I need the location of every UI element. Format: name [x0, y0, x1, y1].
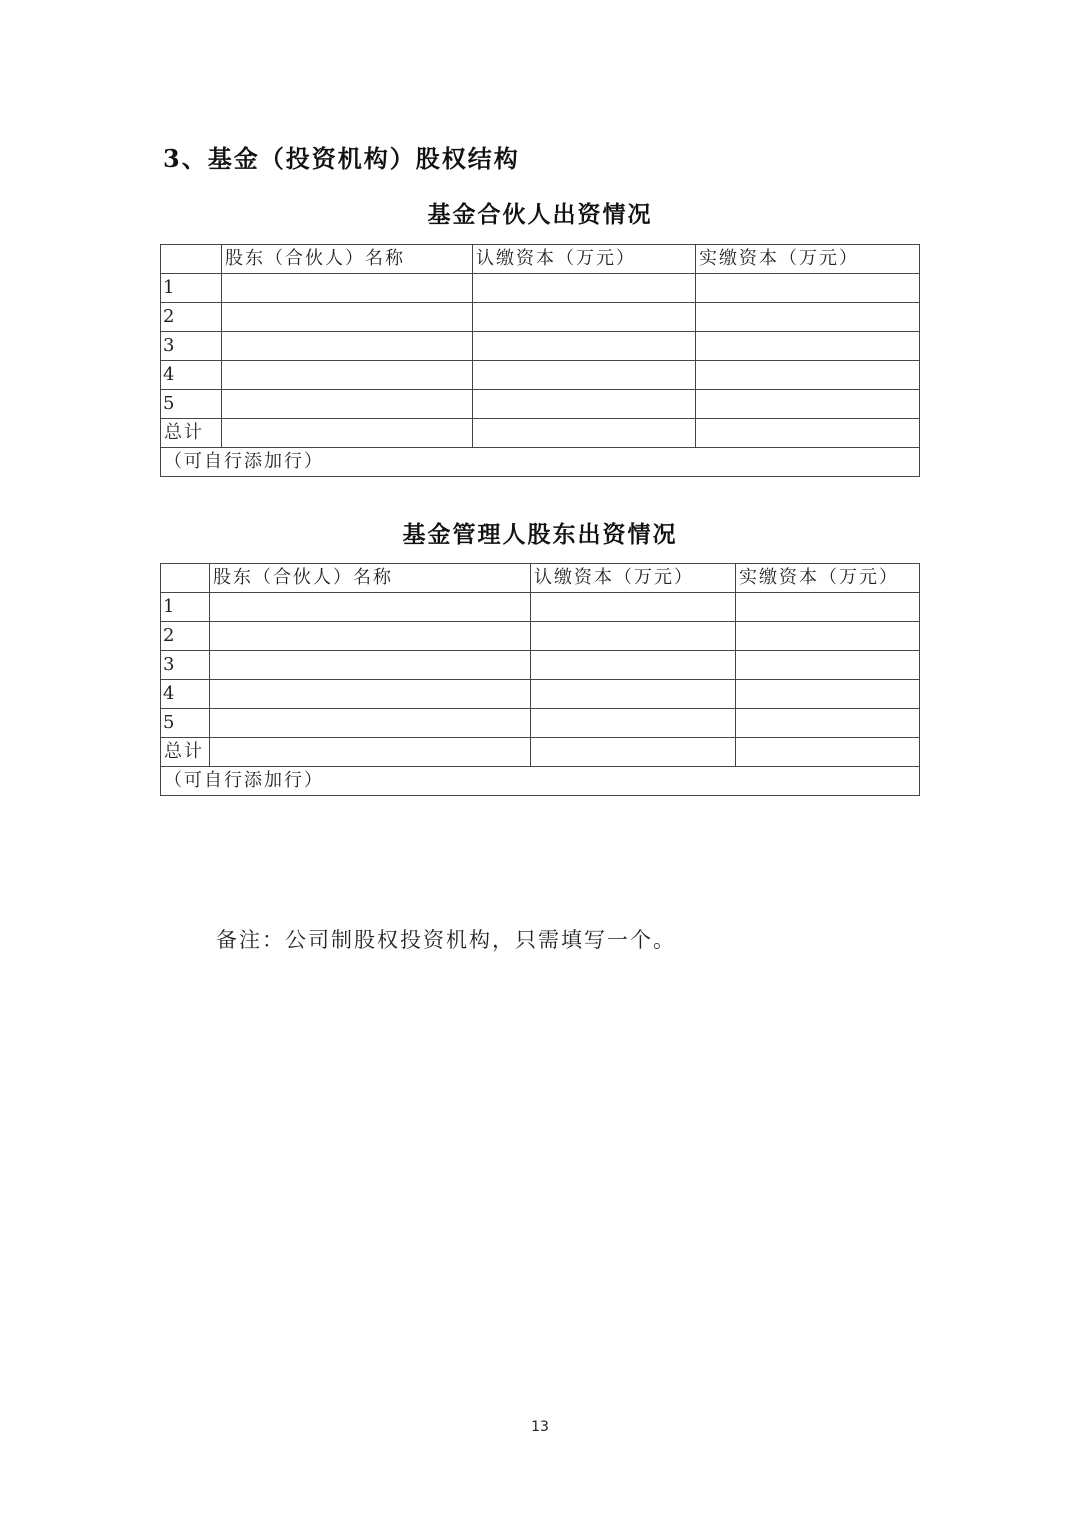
- shareholder-name-cell[interactable]: [222, 390, 473, 419]
- row-label: 5: [161, 709, 210, 738]
- add-rows-note: （可自行添加行）: [161, 767, 920, 796]
- subscribed-capital-cell[interactable]: [531, 593, 736, 622]
- paid-in-capital-total-cell[interactable]: [736, 738, 920, 767]
- paid-in-capital-cell[interactable]: [696, 390, 920, 419]
- table-row: [161, 593, 920, 622]
- subscribed-capital-cell[interactable]: [473, 274, 696, 303]
- table-row: [161, 303, 920, 332]
- header-cell-index: [161, 245, 222, 274]
- shareholder-name-cell[interactable]: [222, 419, 473, 448]
- row-label: 3: [161, 651, 210, 680]
- shareholder-name-cell[interactable]: [210, 593, 531, 622]
- shareholder-name-cell[interactable]: [222, 303, 473, 332]
- section-heading: 3、基金（投资机构）股权结构: [163, 144, 520, 173]
- shareholder-name-cell[interactable]: [210, 651, 531, 680]
- partner-contribution-table: [160, 244, 920, 477]
- add-rows-note: （可自行添加行）: [161, 448, 920, 477]
- table-row: [161, 274, 920, 303]
- shareholder-name-cell[interactable]: [210, 738, 531, 767]
- row-label: 3: [161, 332, 222, 361]
- paid-in-capital-cell[interactable]: [736, 593, 920, 622]
- header-cell-shareholder-name: 股东（合伙人）名称: [222, 245, 473, 274]
- row-label: 1: [161, 274, 222, 303]
- row-label-total: 总计: [161, 738, 210, 767]
- table-footer-row: [161, 448, 920, 477]
- manager-shareholder-table-title: 基金管理人股东出资情况: [402, 521, 678, 548]
- header-cell-subscribed-capital: 认缴资本（万元）: [531, 564, 736, 593]
- total-row: [161, 419, 920, 448]
- subscribed-capital-total-cell[interactable]: [531, 738, 736, 767]
- paid-in-capital-cell[interactable]: [696, 274, 920, 303]
- shareholder-name-cell[interactable]: [222, 274, 473, 303]
- subscribed-capital-cell[interactable]: [473, 390, 696, 419]
- subscribed-capital-cell[interactable]: [531, 680, 736, 709]
- subscribed-capital-cell[interactable]: [531, 709, 736, 738]
- paid-in-capital-cell[interactable]: [736, 680, 920, 709]
- header-cell-shareholder-name: 股东（合伙人）名称: [210, 564, 531, 593]
- subscribed-capital-total-cell[interactable]: [473, 419, 696, 448]
- row-label: 4: [161, 680, 210, 709]
- total-row: [161, 738, 920, 767]
- header-cell-subscribed-capital: 认缴资本（万元）: [473, 245, 696, 274]
- paid-in-capital-cell[interactable]: [696, 332, 920, 361]
- shareholder-name-cell[interactable]: [222, 361, 473, 390]
- paid-in-capital-cell[interactable]: [696, 303, 920, 332]
- row-label: 2: [161, 303, 222, 332]
- table-row: [161, 651, 920, 680]
- table-row: [161, 622, 920, 651]
- manager-shareholder-table: [160, 563, 920, 796]
- paid-in-capital-total-cell[interactable]: [696, 419, 920, 448]
- partner-contribution-table-title: 基金合伙人出资情况: [427, 201, 653, 228]
- row-label-total: 总计: [161, 419, 222, 448]
- table-row: [161, 332, 920, 361]
- row-label: 4: [161, 361, 222, 390]
- shareholder-name-cell[interactable]: [222, 332, 473, 361]
- shareholder-name-cell[interactable]: [210, 709, 531, 738]
- header-cell-paid-in-capital: 实缴资本（万元）: [736, 564, 920, 593]
- row-label: 5: [161, 390, 222, 419]
- page-number: 13: [531, 1419, 549, 1435]
- row-label: 1: [161, 593, 210, 622]
- table-row: [161, 680, 920, 709]
- subscribed-capital-cell[interactable]: [531, 622, 736, 651]
- paid-in-capital-cell[interactable]: [696, 361, 920, 390]
- subscribed-capital-cell[interactable]: [473, 361, 696, 390]
- table-header-row: [161, 245, 920, 274]
- subscribed-capital-cell[interactable]: [531, 651, 736, 680]
- subscribed-capital-cell[interactable]: [473, 332, 696, 361]
- table-header-row: [161, 564, 920, 593]
- header-cell-paid-in-capital: 实缴资本（万元）: [696, 245, 920, 274]
- paid-in-capital-cell[interactable]: [736, 709, 920, 738]
- row-label: 2: [161, 622, 210, 651]
- table-row: [161, 709, 920, 738]
- table-footer-row: [161, 767, 920, 796]
- remark-note: 备注：公司制股权投资机构，只需填写一个。: [216, 928, 676, 952]
- shareholder-name-cell[interactable]: [210, 622, 531, 651]
- header-cell-index: [161, 564, 210, 593]
- paid-in-capital-cell[interactable]: [736, 622, 920, 651]
- table-row: [161, 390, 920, 419]
- paid-in-capital-cell[interactable]: [736, 651, 920, 680]
- table-row: [161, 361, 920, 390]
- shareholder-name-cell[interactable]: [210, 680, 531, 709]
- subscribed-capital-cell[interactable]: [473, 303, 696, 332]
